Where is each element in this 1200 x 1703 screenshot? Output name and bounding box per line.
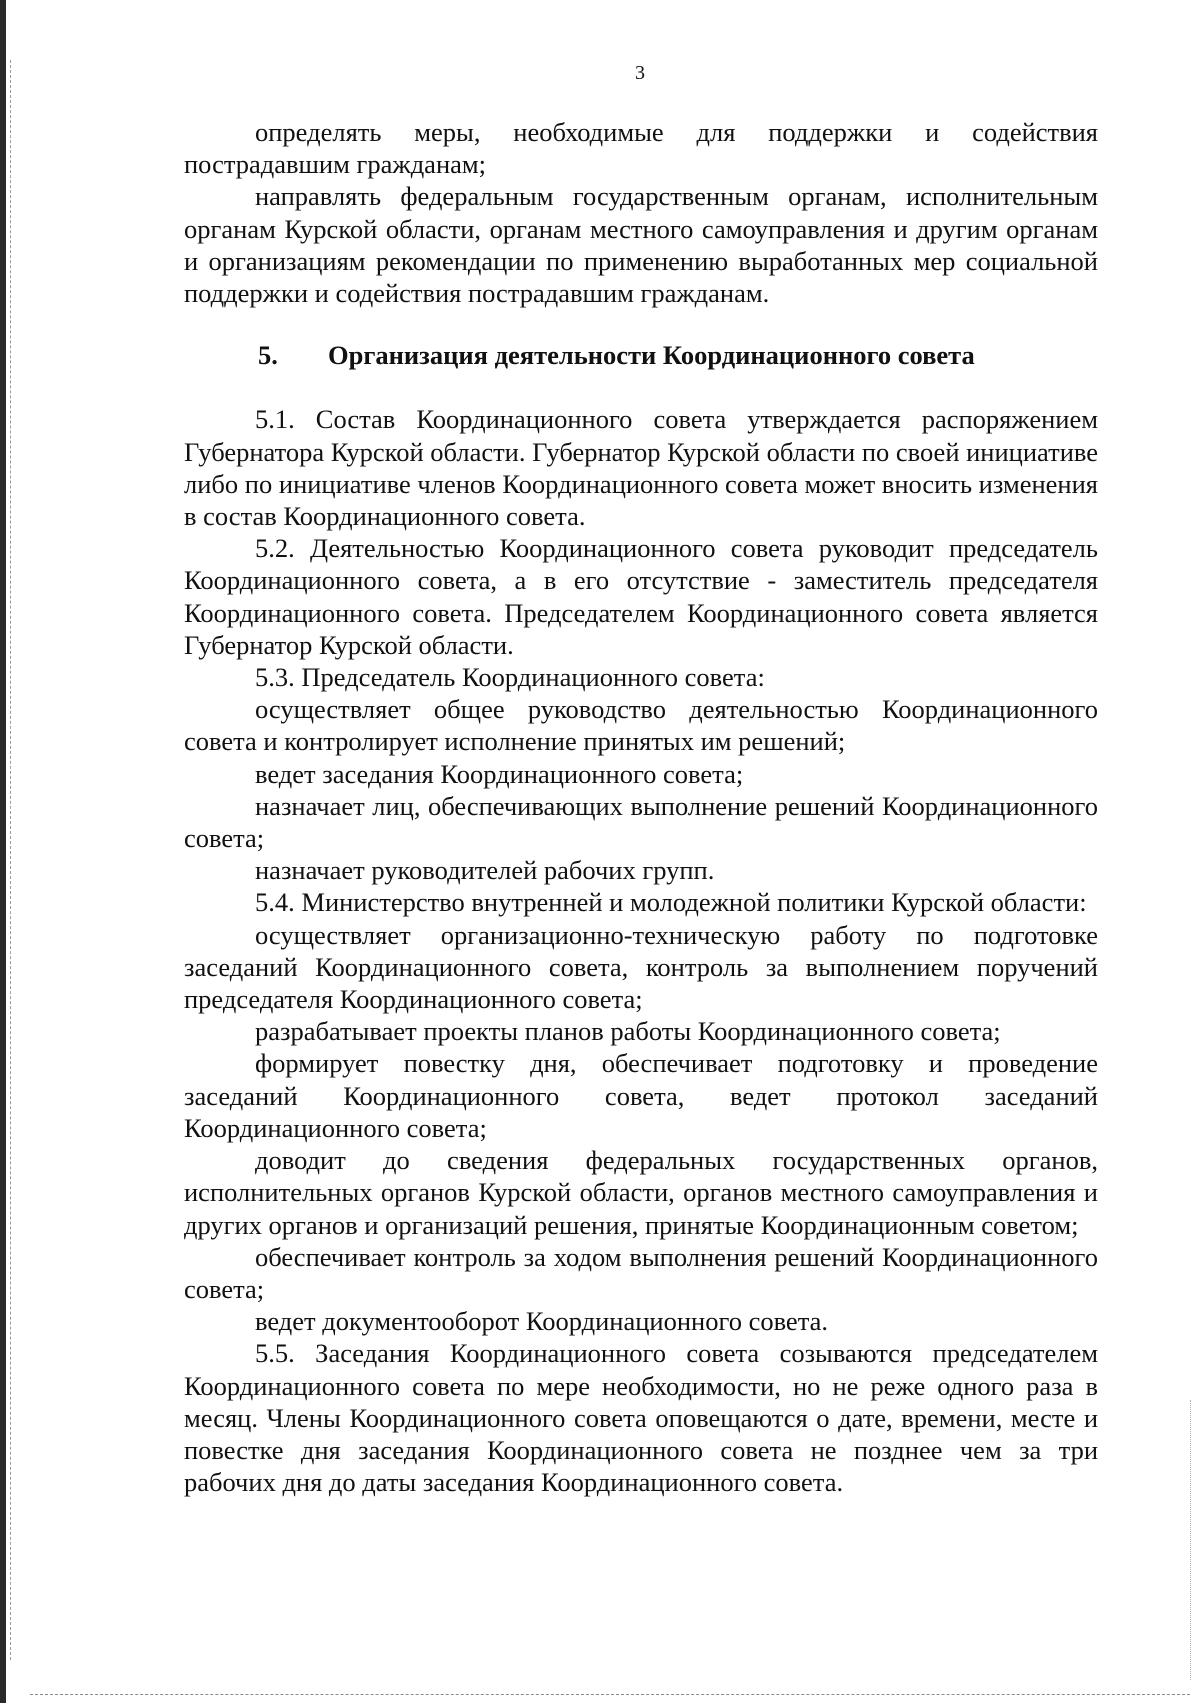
paragraph: определять меры, необходимые для поддержки и содействия пострадавшим гражданам; <box>184 117 1098 180</box>
paragraph-5-1: 5.1. Состав Координационного совета утверждается распоряжением Губернатора Курской области. Губернатор Курской области по своей инициативе либо по инициативе членов Координационного совета может вносить изменения в состав Координационного совета. <box>184 404 1098 532</box>
list-item: доводит до сведения федеральных государственных органов, исполнительных органов Курской области, органов местного самоуправления и других органов и организаций решения, принятые Координационным советом; <box>184 1145 1098 1240</box>
document-body <box>184 116 1098 1498</box>
page-number: 3 <box>635 62 645 84</box>
section-number: 5. <box>258 340 278 371</box>
section-heading <box>184 339 1098 371</box>
list-item: ведет заседания Координационного совета; <box>255 758 744 789</box>
list-item: назначает руководителей рабочих групп. <box>255 855 715 886</box>
scan-right-dotted-line <box>1190 1400 1191 1680</box>
paragraph-5-3: 5.3. Председатель Координационного совета: <box>255 662 765 693</box>
scan-left-dashed-line <box>10 60 12 1660</box>
list-item: осуществляет организационно-техническую работу по подготовке заседаний Координационного совета, контроль за выполнением поручений председателя Координационного совета; <box>184 919 1098 1015</box>
scan-bottom-dashed-line <box>30 1694 1190 1695</box>
paragraph-5-5: 5.5. Заседания Координационного совета созываются председателем Координационного совета по мере необходимости, но не реже одного раза в месяц. Члены Координационного совета оповещаются о дате, времени, месте и повестке дня заседания Координационного совета не позднее чем за три рабочих дня до даты заседания Координационного совета. <box>184 1338 1098 1498</box>
scan-left-border <box>0 0 6 1703</box>
paragraph-5-2: 5.2. Деятельностью Координационного совета руководит председатель Координационного совета, а в его отсутствие - заместитель председателя Координационного совета. Председателем Координационного совета является Губернатор Курской области. <box>184 533 1098 660</box>
paragraph: направлять федеральным государственным органам, исполнительным органам Курской области, органам местного самоуправления и другим органам и организациям рекомендации по применению выработанных мер социальной поддержки и содействия пострадавшим гражданам. <box>184 181 1098 309</box>
list-item: осуществляет общее руководство деятельностью Координационного совета и контролирует исполнение принятых им решений; <box>184 694 1098 757</box>
list-item: обеспечивает контроль за ходом выполнения решений Координационного совета; <box>184 1241 1098 1304</box>
section-title: Организация деятельности Координационного совета <box>328 340 975 371</box>
paragraph-5-4: 5.4. Министерство внутренней и молодежной политики Курской области: <box>255 887 1087 918</box>
list-item: разрабатывает проекты планов работы Координационного совета; <box>255 1016 1001 1047</box>
list-item: ведет документооборот Координационного совета. <box>255 1306 828 1337</box>
list-item: назначает лиц, обеспечивающих выполнение решений Координационного совета; <box>184 790 1098 854</box>
list-item: формирует повестку дня, обеспечивает подготовку и проведение заседаний Координационного совета, ведет протокол заседаний Координационного совета; <box>184 1048 1098 1143</box>
